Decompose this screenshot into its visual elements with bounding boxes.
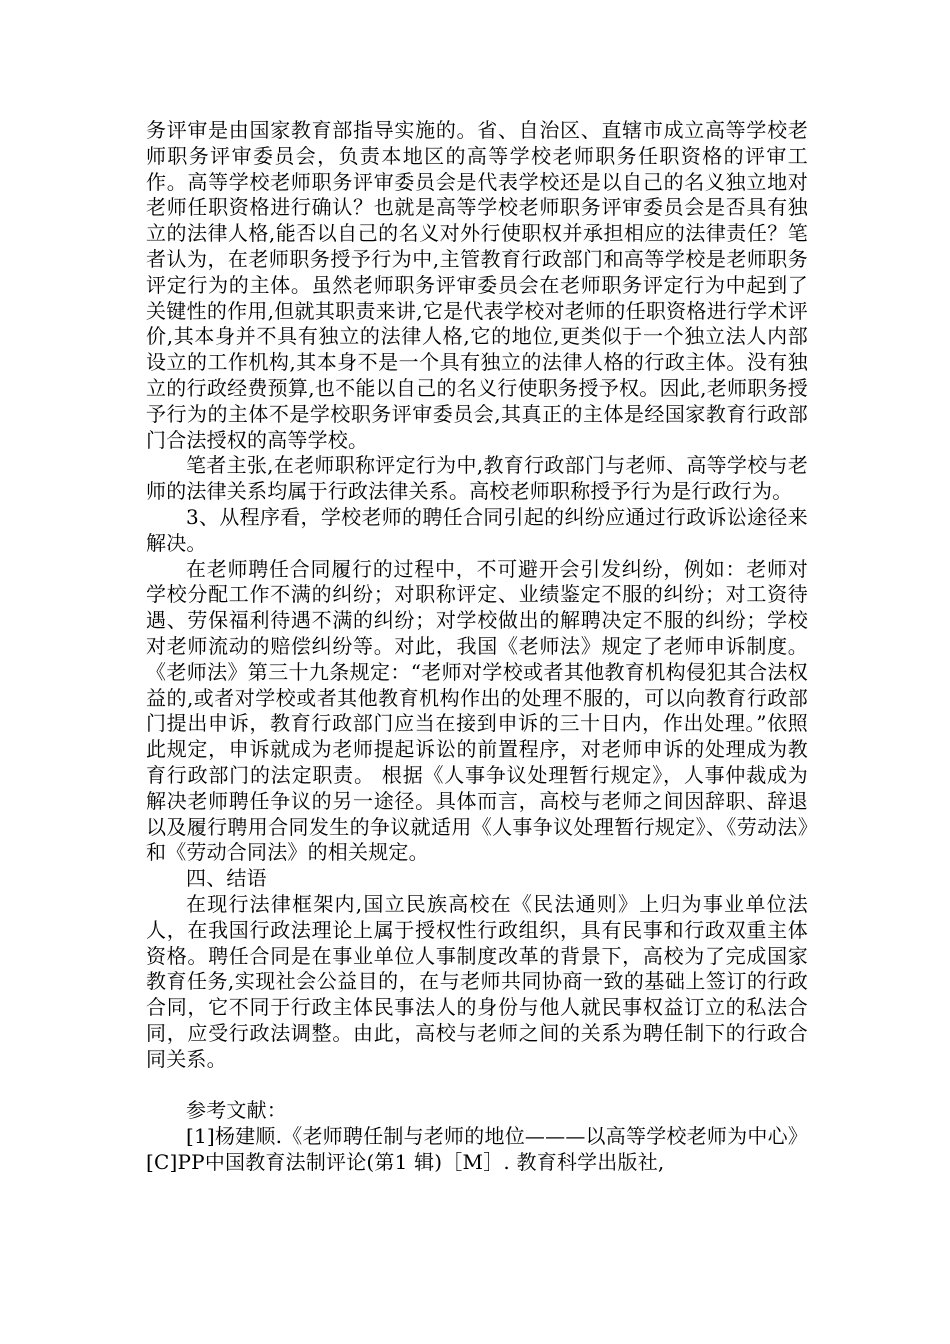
- paragraph-procedure-heading: 3、从程序看，学校老师的聘任合同引起的纠纷应通过行政诉讼途径来解决。: [146, 504, 808, 555]
- reference-item-1: [1]杨建顺.《老师聘任制与老师的地位———以高等学校老师为中心》[C]PP中国教育法制评论(第1 辑)［M］. 教育科学出版社,: [146, 1124, 808, 1174]
- section-heading-conclusion: 四、结语: [186, 866, 267, 891]
- paragraph-conclusion: 在现行法律框架内,国立民族高校在《民法通则》上归为事业单位法人，在我国行政法理论上属于授权性行政组织，具有民事和行政双重主体资格。聘任合同是在事业单位人事制度改革的背景下，高校为了完成国家教育任务,实现社会公益目的，在与老师共同协商一致的基础上签订的行政合同，它不同于行政主体民事法人的身份与他人就民事权益订立的私法合同，应受行政法调整。由此，高校与老师之间的关系为聘任制下的行政合同关系。: [146, 891, 808, 1071]
- paragraph-dispute-resolution: 在老师聘任合同履行的过程中，不可避开会引发纠纷，例如：老师对学校分配工作不满的纠纷；对职称评定、业绩鉴定不服的纠纷；对工资待遇、劳保福利待遇不满的纠纷；对学校做出的解聘决定不服的纠纷；学校对老师流动的赔偿纠纷等。对此，我国《老师法》规定了老师申诉制度。《老师法》第三十九条规定：“老师对学校或者其他教育机构侵犯其合法权益的,或者对学校或者其他教育机构作出的处理不服的，可以向教育行政部门提出申诉，教育行政部门应当在接到申诉的三十日内，作出处理。”依照此规定，申诉就成为老师提起诉讼的前置程序，对老师申诉的处理成为教育行政部门的法定职责。 根据《人事争议处理暂行规定》，人事仲裁成为解决老师聘任争议的另一途径。具体而言，高校与老师之间因辞职、辞退以及履行聘用合同发生的争议就适用《人事争议处理暂行规定》、《劳动法》和《劳动合同法》的相关规定。: [146, 556, 808, 865]
- document-page: [146, 118, 808, 1176]
- blank-line: [146, 1072, 808, 1098]
- references-heading: 参考文献：: [186, 1098, 287, 1123]
- paragraph-author-view: 笔者主张,在老师职称评定行为中,教育行政部门与老师、高等学校与老师的法律关系均属于行政法律关系。高校老师职称授予行为是行政行为。: [146, 453, 808, 504]
- paragraph-faculty-review-body: 务评审是由国家教育部指导实施的。省、自治区、直辖市成立高等学校老师职务评审委员会，负责本地区的高等学校老师职务任职资格的评审工作。高等学校老师职务评审委员会是代表学校还是以自己的名义独立地对老师任职资格进行确认？也就是高等学校老师职务评审委员会是否具有独立的法律人格,能否以自己的名义对外行使职权并承担相应的法律责任？笔者认为，在老师职务授予行为中,主管教育行政部门和高等学校是老师职务评定行为的主体。虽然老师职务评审委员会在老师职务评定行为中起到了关键性的作用,但就其职责来讲,它是代表学校对老师的任职资格进行学术评价,其本身并不具有独立的法律人格,它的地位,更类似于一个独立法人内部设立的工作机构,其本身不是一个具有独立的法律人格的行政主体。没有独立的行政经费预算,也不能以自己的名义行使职务授予权。因此,老师职务授予行为的主体不是学校职务评审委员会,其真正的主体是经国家教育行政部门合法授权的高等学校。: [146, 118, 808, 452]
